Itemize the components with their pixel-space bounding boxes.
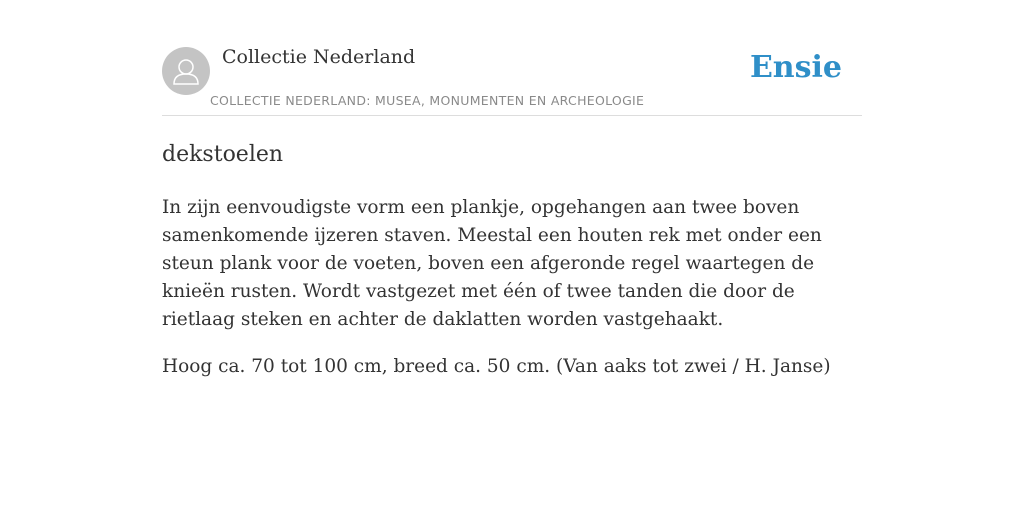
user-silhouette-icon: [162, 47, 210, 95]
definition-paragraph: Hoog ca. 70 tot 100 cm, breed ca. 50 cm. (Van aaks tot zwei / H. Janse): [162, 356, 831, 377]
entry-header: [162, 40, 862, 116]
definition-paragraph: In zijn eenvoudigste vorm een plankje, opgehangen aan twee boven samenkomende ijzeren staven. Meestal een houten rek met onder een steun plank voor de voeten, boven een afgeronde regel waartegen de knieën rusten. Wordt vastgezet met één of twee tanden die door de rietlaag steken en achter de daklatten worden vastgehaakt.: [162, 197, 822, 330]
entry-card: [162, 40, 862, 400]
entry-term: dekstoelen: [162, 142, 284, 167]
author-avatar[interactable]: [162, 47, 210, 95]
source-label[interactable]: COLLECTIE NEDERLAND: MUSEA, MONUMENTEN EN ARCHEOLOGIE: [210, 93, 645, 108]
entry-definition: [162, 194, 862, 381]
ensie-logo[interactable]: Ensie: [749, 50, 842, 85]
author-name[interactable]: Collectie Nederland: [222, 46, 416, 68]
